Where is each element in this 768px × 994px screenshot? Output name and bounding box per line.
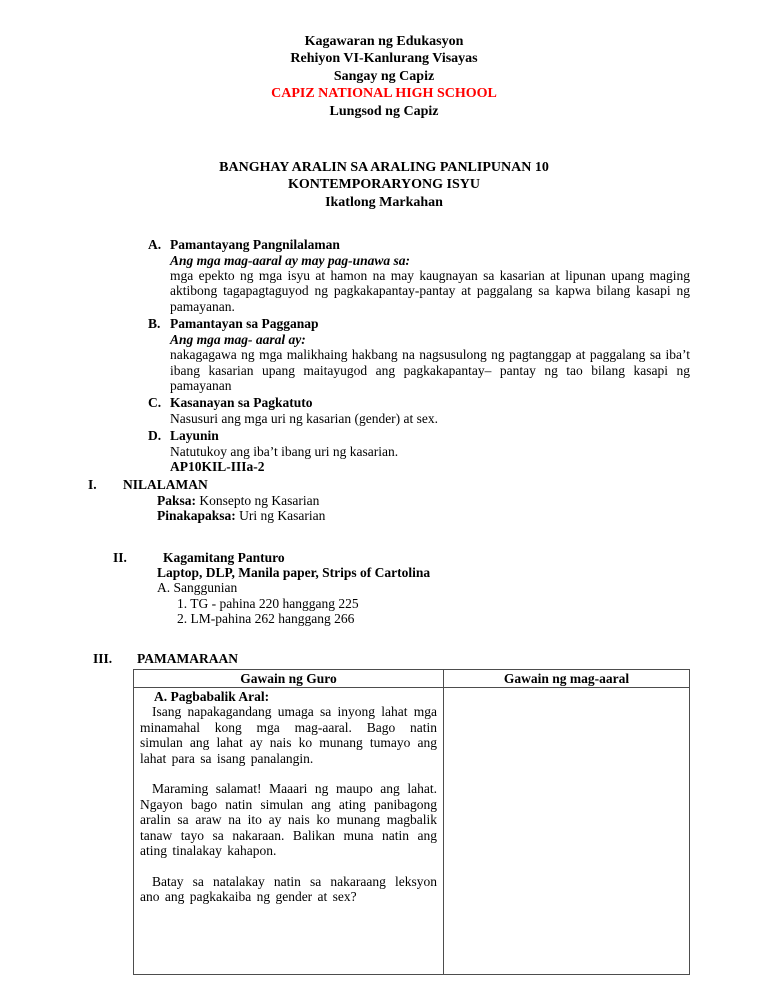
roman-numeral-iii: III. (93, 650, 113, 666)
header-school-name: CAPIZ NATIONAL HIGH SCHOOL (271, 86, 497, 102)
teacher-activity-cell (134, 688, 444, 975)
student-activity-cell (444, 688, 690, 975)
section-layunin (148, 428, 690, 474)
section-d-heading: Layunin (170, 428, 219, 444)
materials-line: Laptop, DLP, Manila paper, Strips of Cartolina (157, 564, 431, 580)
section-a-letter: A. (148, 237, 162, 253)
section-c-letter: C. (148, 395, 162, 411)
document-body (0, 237, 768, 975)
sanggunian-label: A. Sanggunian (157, 580, 238, 596)
header-region: Rehiyon VI-Kanlurang Visayas (290, 51, 478, 67)
title-line-1: BANGHAY ARALIN SA ARALING PANLIPUNAN 10 (219, 160, 549, 176)
roman-numeral-ii: II. (113, 549, 127, 565)
roman-numeral-i: I. (88, 477, 97, 493)
pinakapaksa-value: Uri ng Kasarian (235, 508, 326, 524)
section-c-heading: Kasanayan sa Pagkatuto (170, 395, 313, 411)
header-division: Sangay ng Capiz (333, 68, 435, 84)
section-d-body: Natutukoy ang iba’t ibang uri ng kasarian. (170, 443, 399, 459)
pinakapaksa-label: Pinakapaksa: (157, 508, 236, 524)
paksa-value: Konsepto ng Kasarian (196, 492, 320, 508)
section-c-content (170, 395, 690, 426)
title-line-2: KONTEMPORARYONG ISYU (287, 177, 480, 193)
header-department: Kagawaran ng Edukasyon (304, 34, 464, 49)
kagamitan-heading-label: Kagamitang Panturo (163, 549, 285, 565)
section-nilalaman-heading (88, 477, 690, 492)
teacher-paragraph-2: Maraming salamat! Maaari ng maupo ang lahat. Ngayon bago natin simulan ang ating panibagong aralin sa araw na ito ay nais ko munang magbalik tanaw tayo sa nakaraan. Balikan muna natin ang ating tinalakay kahapon. (140, 781, 437, 859)
column-header-teacher: Gawain ng Guro (134, 670, 444, 688)
header-city: Lungsod ng Capiz (329, 103, 439, 119)
competency-code: AP10KIL-IIIa-2 (170, 458, 265, 474)
section-pamantayang-pangnilalaman (148, 237, 690, 314)
section-b-subheading: Ang mga mag- aaral ay: (170, 331, 306, 347)
section-b-body: nakagagawa ng mga malikhaing hakbang na nagsusulong ng pagtanggap at paggalang sa iba’t ibang kasarian upang maitayugod ang pagkakapantay– pantay ng tao bilang kasapi ng pamayanan (170, 347, 690, 393)
section-a-subheading: Ang mga mag-aaral ay may pag-unawa sa: (170, 252, 411, 268)
section-pamamaraan-heading (93, 651, 690, 666)
section-c-body: Nasusuri ang mga uri ng kasarian (gender) at sex. (170, 410, 439, 426)
section-a-body: mga epekto ng mga isyu at hamon na may kaugnayan sa kasarian at lipunan upang maging aktibong tagapagtaguyod ng pagkakapantay-pantay at paggalang sa kapwa bilang kasapi ng pamayanan. (170, 268, 690, 314)
teacher-paragraph-3: Batay sa natalakay natin sa nakaraang leksyon ano ang pagkakaiba ng gender at sex? (140, 873, 437, 905)
reference-item-1: 1. TG - pahina 220 hanggang 225 (177, 595, 359, 611)
section-kagamitang-panturo-heading (113, 550, 690, 565)
section-d-content (170, 428, 690, 474)
section-a-heading: Pamantayang Pangnilalaman (170, 237, 340, 253)
procedure-table-header-row (134, 670, 690, 688)
teacher-paragraph-1: Isang napakagandang umaga sa inyong lahat mga minamahal kong mga mag-aaral. Bago natin simulan ang lahat ay nais ko munang tumayo ang lahat para sa isang panalangin. (140, 704, 437, 766)
activity-heading: A. Pagbabalik Aral: (154, 689, 270, 704)
procedure-table-body-row (134, 688, 690, 975)
section-b-letter: B. (148, 316, 161, 332)
section-d-letter: D. (148, 428, 162, 444)
paksa-line (157, 493, 690, 508)
section-pamantayan-sa-pagganap (148, 316, 690, 393)
reference-item-2: 2. LM-pahina 262 hanggang 266 (177, 611, 355, 627)
column-header-student: Gawain ng mag-aaral (444, 670, 690, 688)
section-b-content (170, 316, 690, 393)
title-line-3: Ikatlong Markahan (325, 194, 443, 210)
section-b-heading: Pamantayan sa Pagganap (170, 316, 319, 332)
paksa-label: Paksa: (157, 492, 197, 508)
nilalaman-heading-label: NILALAMAN (123, 477, 208, 493)
section-a-content (170, 237, 690, 314)
section-kasanayan-sa-pagkatuto (148, 395, 690, 426)
document-header (0, 0, 768, 120)
pamamaraan-heading-label: PAMAMARAAN (137, 650, 238, 666)
pinakapaksa-line (157, 508, 690, 523)
document-title-block (0, 159, 768, 211)
procedure-table (133, 669, 690, 975)
